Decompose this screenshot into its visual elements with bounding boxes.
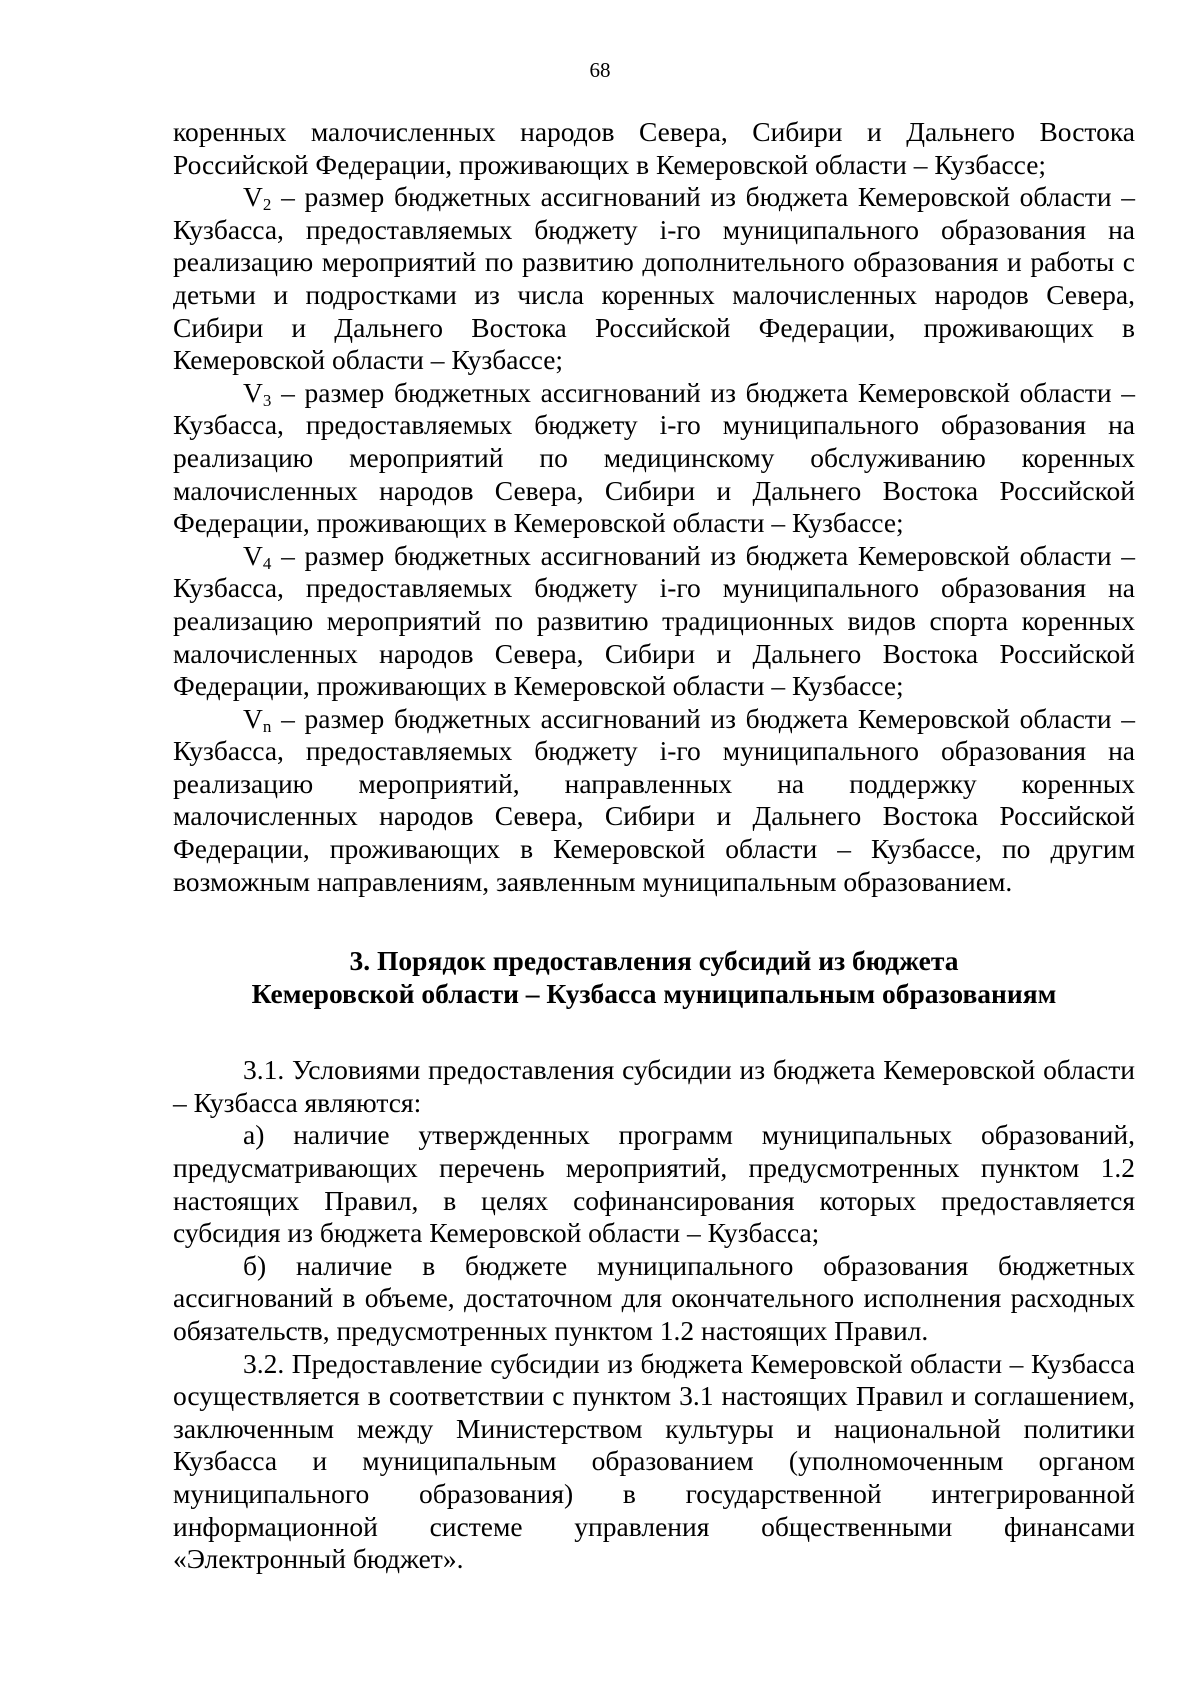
variable-symbol: V — [243, 702, 263, 734]
variable-subscript: n — [262, 716, 272, 736]
paragraph-text: – размер бюджетных ассигнований из бюджета Кемеровской области – Кузбасса, предоставляемых бюджету i-го муниципального образования на реализацию мероприятий по развитию традиционных видов спорта коренных малочисленных народов Севера, Сибири и Дальнего Востока Российской Федерации, проживающих в Кемеровской области – Кузбассе; — [173, 539, 1135, 702]
variable-symbol: V — [243, 539, 263, 571]
paragraph-3-1 — [173, 1054, 1135, 1119]
paragraph-continuation — [173, 116, 1135, 181]
paragraph-text: – размер бюджетных ассигнований из бюджета Кемеровской области – Кузбасса, предоставляемых бюджету i-го муниципального образования на реализацию мероприятий по медицинскому обслуживанию коренных малочисленных народов Севера, Сибири и Дальнего Востока Российской Федерации, проживающих в Кемеровской области – Кузбассе; — [173, 376, 1135, 539]
paragraph-text: – размер бюджетных ассигнований из бюджета Кемеровской области – Кузбасса, предоставляемых бюджету i-го муниципального образования на реализацию мероприятий по развитию дополнительного образования и работы с детьми и подростками из числа коренных малочисленных народов Севера, Сибири и Дальнего Востока Российской Федерации, проживающих в Кемеровской области – Кузбассе; — [173, 181, 1135, 376]
variable-subscript: 2 — [262, 195, 272, 215]
section-heading-line-2: Кемеровской области – Кузбасса муниципальным образованиям — [251, 978, 1057, 1010]
paragraph-v4-definition — [173, 540, 1135, 703]
page-content — [173, 116, 1135, 1576]
page-number: 68 — [589, 58, 611, 82]
paragraph-text: б) наличие в бюджете муниципального образования бюджетных ассигнований в объеме, достаточном для окончательного исполнения расходных обязательств, предусмотренных пунктом 1.2 настоящих Правил. — [173, 1249, 1135, 1346]
paragraph-text: 3.2. Предоставление субсидии из бюджета Кемеровской области – Кузбасса осуществляется в соответствии с пунктом 3.1 настоящих Правил и соглашением, заключенным между Министерством культуры и национальной политики Кузбасса и муниципальным образованием (уполномоченным органом муниципального образования) в государственной интегрированной информационной системе управления общественными финансами «Электронный бюджет». — [173, 1347, 1135, 1575]
paragraph-3-2 — [173, 1348, 1135, 1576]
paragraph-text: коренных малочисленных народов Севера, Сибири и Дальнего Востока Российской Федерации, проживающих в Кемеровской области – Кузбассе; — [173, 116, 1135, 180]
variable-symbol: V — [243, 376, 263, 408]
section-heading-line-1: 3. Порядок предоставления субсидий из бюджета — [349, 945, 959, 977]
variable-subscript: 3 — [262, 390, 272, 410]
paragraph-vn-definition — [173, 703, 1135, 899]
paragraph-text: 3.1. Условиями предоставления субсидии из бюджета Кемеровской области – Кузбасса являются: — [173, 1054, 1135, 1118]
paragraph-condition-b — [173, 1250, 1135, 1348]
paragraph-v3-definition — [173, 377, 1135, 540]
paragraph-text: а) наличие утвержденных программ муниципальных образований, предусматривающих перечень мероприятий, предусмотренных пунктом 1.2 настоящих Правил, в целях софинансирования которых предоставляется субсидия из бюджета Кемеровской области – Кузбасса; — [173, 1119, 1135, 1249]
section-heading — [173, 944, 1135, 1010]
variable-symbol: V — [243, 181, 263, 213]
paragraph-condition-a — [173, 1119, 1135, 1249]
paragraph-v2-definition — [173, 181, 1135, 377]
variable-subscript: 4 — [262, 553, 272, 573]
paragraph-text: – размер бюджетных ассигнований из бюджета Кемеровской области – Кузбасса, предоставляемых бюджету i-го муниципального образования на реализацию мероприятий, направленных на поддержку коренных малочисленных народов Севера, Сибири и Дальнего Востока Российской Федерации, проживающих в Кемеровской области – Кузбассе, по другим возможным направлениям, заявленным муниципальным образованием. — [173, 702, 1135, 897]
